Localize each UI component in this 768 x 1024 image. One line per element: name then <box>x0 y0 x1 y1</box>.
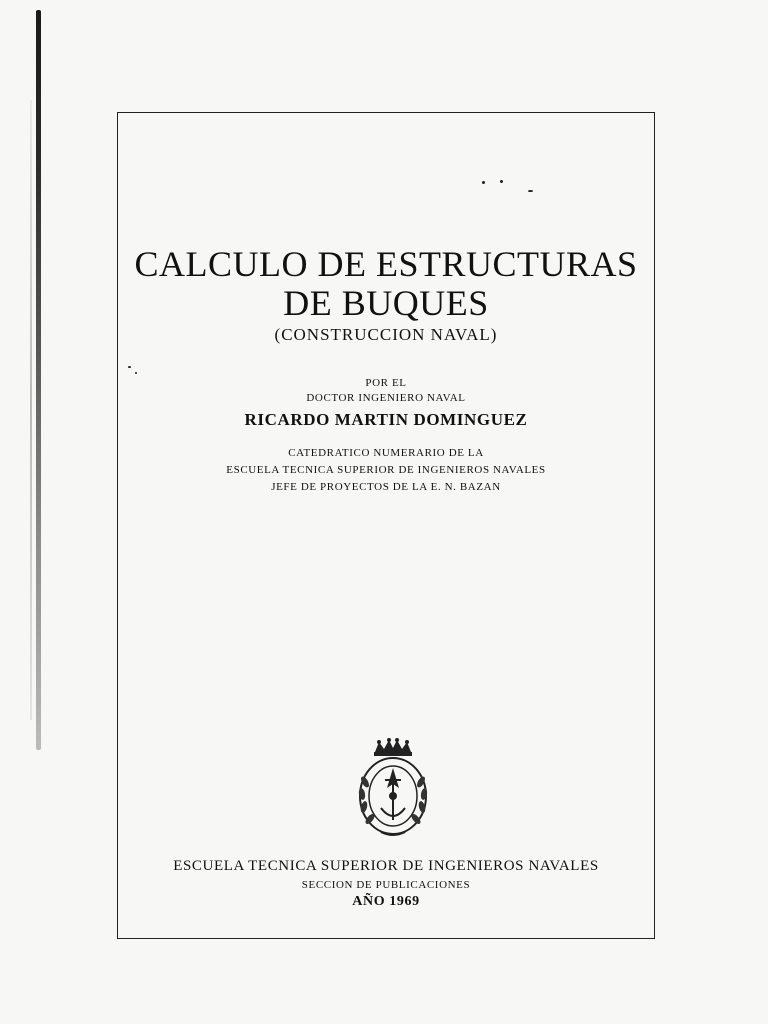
publisher-section: SECCION DE PUBLICACIONES <box>301 879 471 891</box>
credential-line: ESCUELA TECNICA SUPERIOR DE INGENIEROS NAVALES <box>226 464 546 476</box>
book-title-line-1: CALCULO DE ESTRUCTURAS <box>134 244 638 284</box>
byline-por-el: POR EL <box>365 377 407 389</box>
ink-speck <box>128 366 131 368</box>
credential-line: CATEDRATICO NUMERARIO DE LA <box>288 447 484 459</box>
book-subtitle: (CONSTRUCCION NAVAL) <box>274 325 498 344</box>
author-name: RICARDO MARTIN DOMINGUEZ <box>244 410 528 429</box>
ink-speck <box>482 181 485 184</box>
byline-degree: DOCTOR INGENIERO NAVAL <box>306 392 466 404</box>
book-binding-shadow <box>0 0 60 1024</box>
naval-school-crest-icon <box>355 738 431 838</box>
credential-line: JEFE DE PROYECTOS DE LA E. N. BAZAN <box>271 481 501 493</box>
binding-edge <box>30 100 32 720</box>
publisher-name: ESCUELA TECNICA SUPERIOR DE INGENIEROS NAVALES <box>173 858 599 874</box>
publication-year: AÑO 1969 <box>352 894 420 909</box>
book-title-line-2: DE BUQUES <box>283 283 489 323</box>
ink-speck <box>528 190 533 192</box>
ink-speck <box>135 372 137 374</box>
ink-speck <box>500 180 503 183</box>
binding-spine <box>36 10 41 750</box>
